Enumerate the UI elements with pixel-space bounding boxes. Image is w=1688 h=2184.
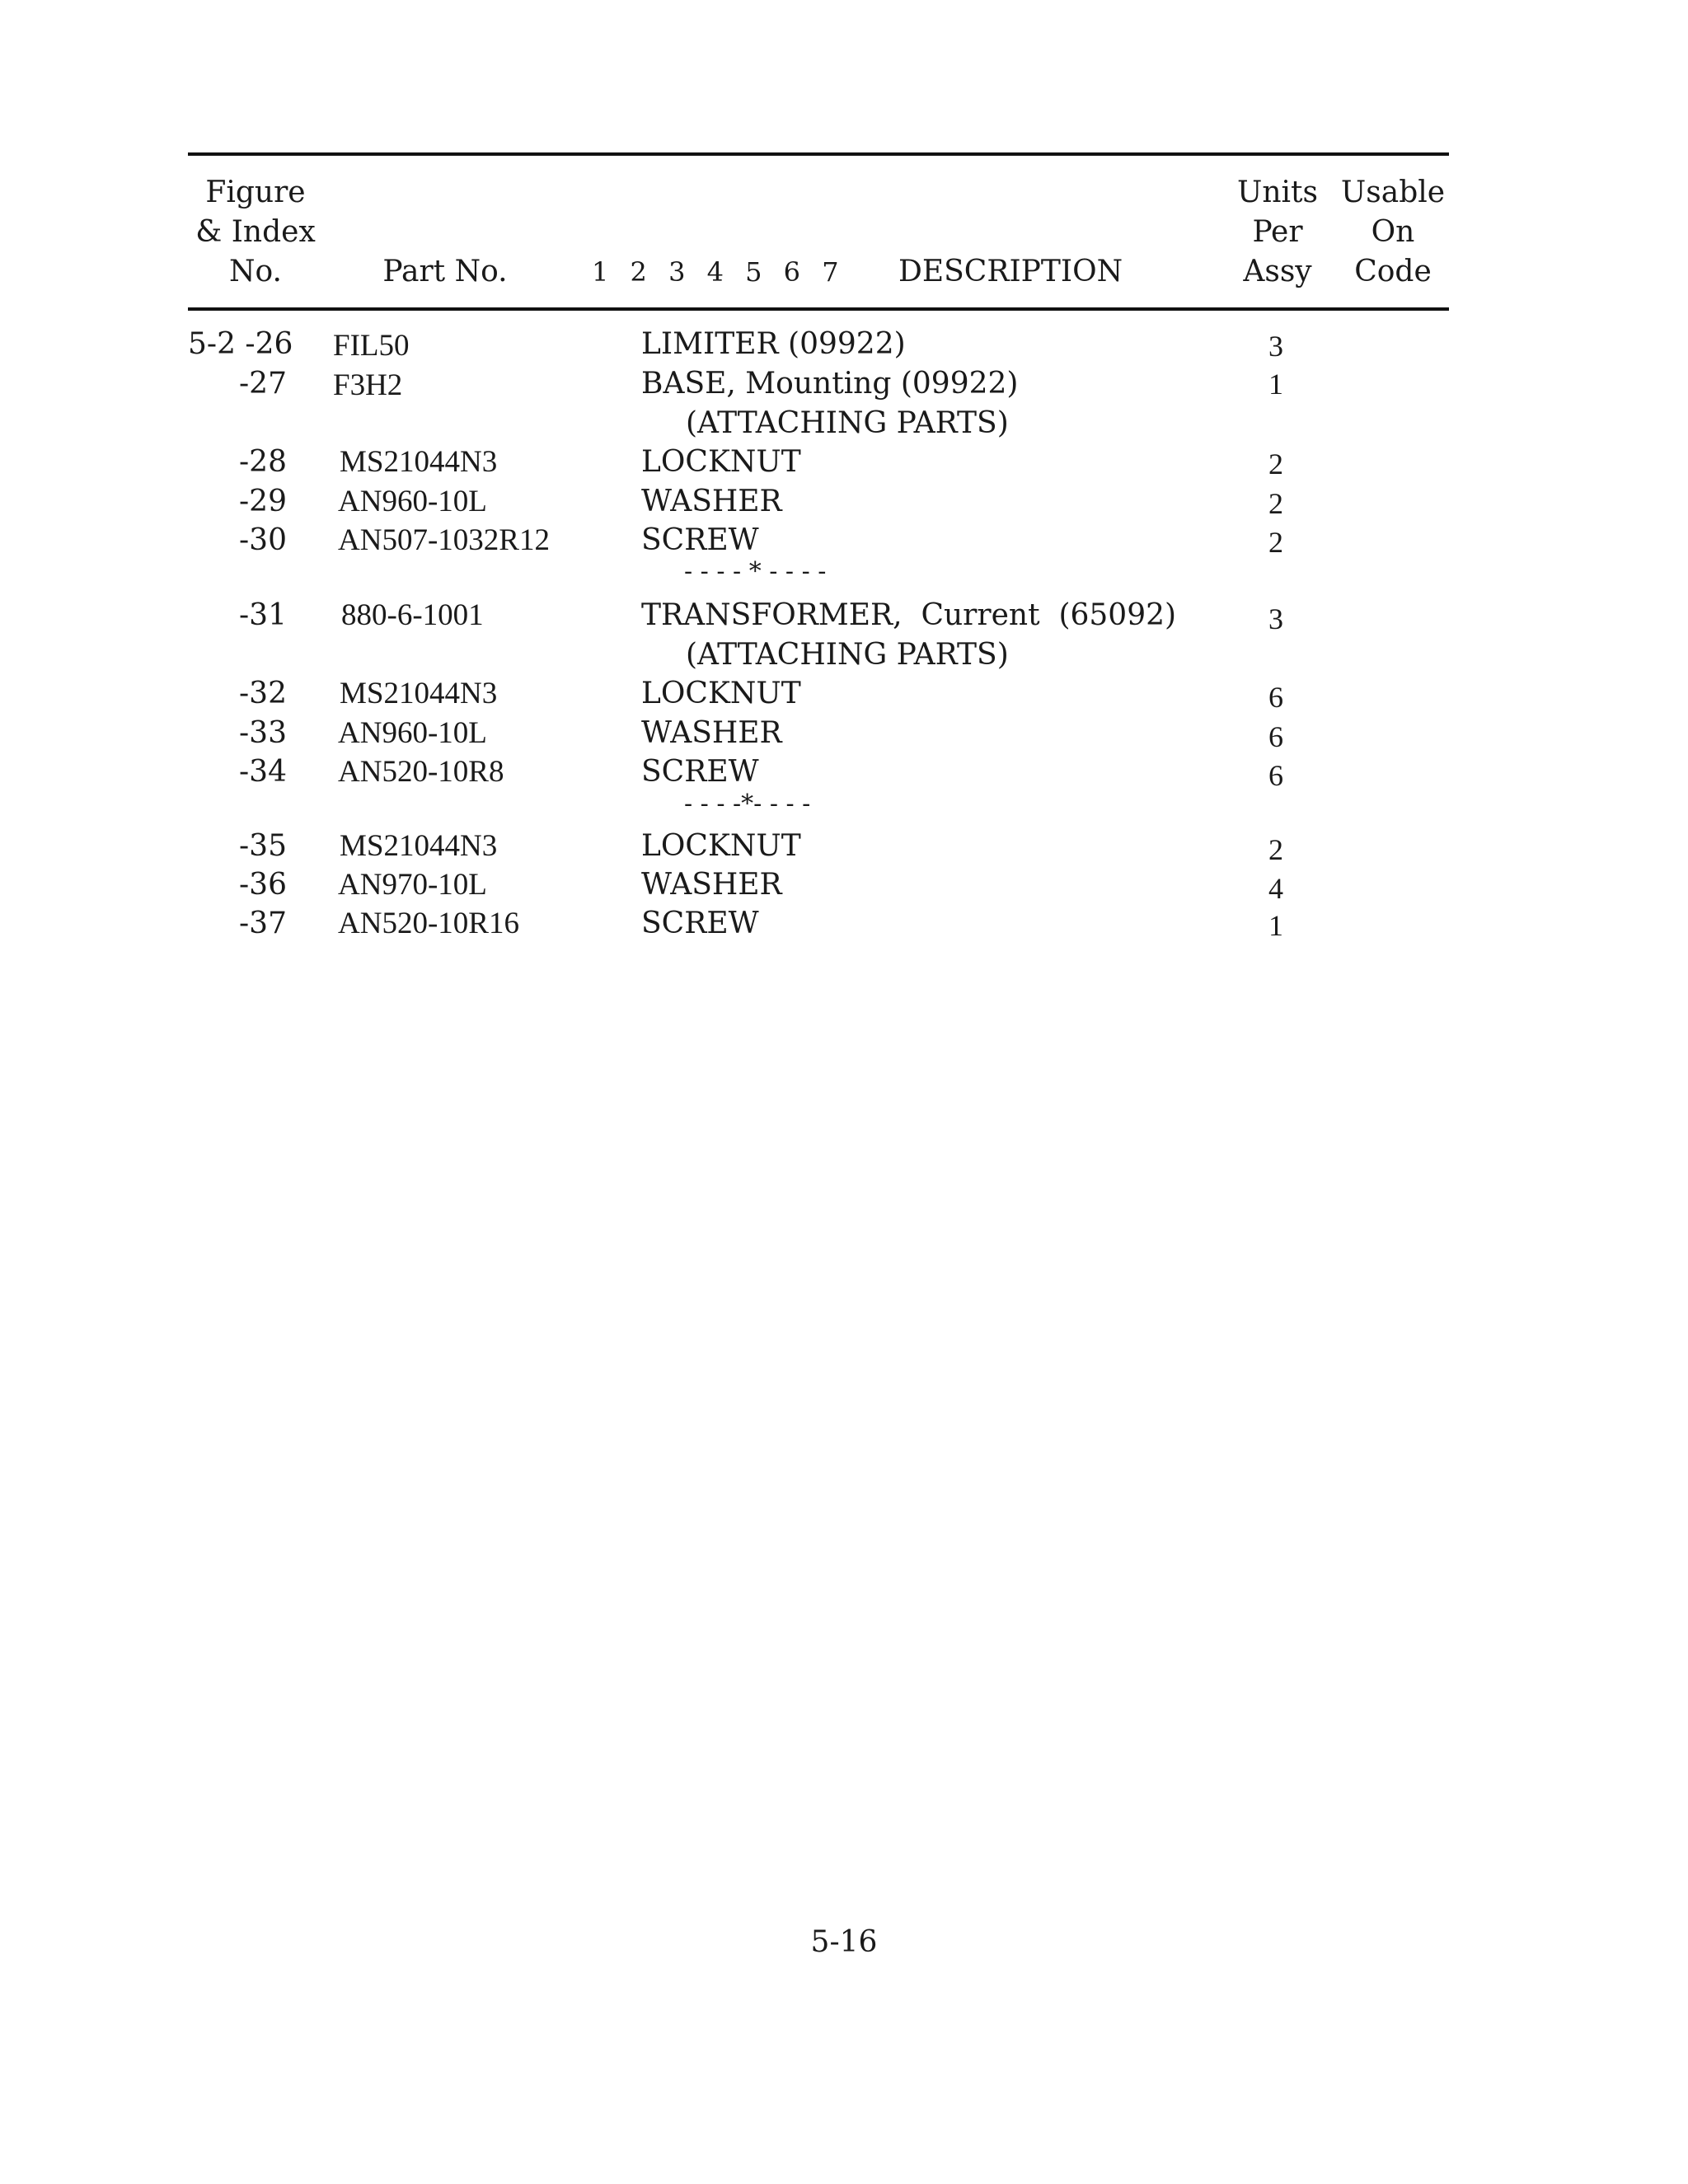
row-fig-index: -33 xyxy=(239,716,287,750)
row-fig-index: -27 xyxy=(239,367,287,401)
row-fig-index: -31 xyxy=(239,598,287,632)
row-units-per-assy: 1 xyxy=(1268,909,1283,942)
attaching-parts-note: (ATTACHING PARTS) xyxy=(686,638,1009,672)
header-index-line: & Index xyxy=(195,215,316,249)
row-description: SCREW xyxy=(641,523,759,557)
row-fig-index: -35 xyxy=(239,829,287,863)
attaching-parts-separator: - - - - * - - - - xyxy=(684,557,827,586)
row-fig-index: -37 xyxy=(239,907,287,940)
row-description: LOCKNUT xyxy=(641,829,801,863)
row-description: TRANSFORMER, Current (65092) xyxy=(641,598,1177,632)
row-part-no: MS21044N3 xyxy=(340,677,498,710)
row-fig-index: -36 xyxy=(239,868,287,902)
page-number: 5-16 xyxy=(810,1925,878,1959)
row-units-per-assy: 4 xyxy=(1268,872,1283,905)
row-part-no: AN520-10R16 xyxy=(338,907,519,940)
row-units-per-assy: 2 xyxy=(1268,526,1283,559)
row-description: BASE, Mounting (09922) xyxy=(641,367,1019,401)
row-units-per-assy: 6 xyxy=(1268,681,1283,714)
header-indent-levels: 1 2 3 4 5 6 7 xyxy=(592,256,839,288)
row-part-no: AN970-10L xyxy=(338,868,487,902)
row-fig-index: -28 xyxy=(239,445,287,479)
row-part-no: AN960-10L xyxy=(338,716,487,750)
header-top-rule xyxy=(188,152,1449,156)
row-units-per-assy: 2 xyxy=(1268,448,1283,480)
header-assy-line: Assy xyxy=(1243,255,1312,288)
row-description: WASHER xyxy=(641,716,782,750)
row-fig-index: -29 xyxy=(239,485,287,518)
header-bottom-rule xyxy=(188,307,1449,311)
header-units-per-assy xyxy=(1228,173,1327,292)
attaching-parts-note: (ATTACHING PARTS) xyxy=(686,406,1009,440)
row-description: LOCKNUT xyxy=(641,445,801,479)
row-part-no: AN520-10R8 xyxy=(338,755,504,789)
header-description: DESCRIPTION xyxy=(898,255,1123,288)
header-figure-index xyxy=(190,173,321,292)
header-part-no: Part No. xyxy=(382,255,508,288)
row-description: SCREW xyxy=(641,907,759,940)
row-fig-index: -30 xyxy=(239,523,287,557)
row-description: WASHER xyxy=(641,868,782,902)
row-units-per-assy: 1 xyxy=(1268,368,1283,401)
row-description: SCREW xyxy=(641,755,759,789)
row-units-per-assy: 3 xyxy=(1268,602,1283,635)
row-fig-index: -32 xyxy=(239,677,287,710)
row-part-no: FIL50 xyxy=(333,329,410,363)
row-part-no: MS21044N3 xyxy=(340,829,498,863)
row-part-no: MS21044N3 xyxy=(340,445,498,479)
header-per-line: Per xyxy=(1252,215,1303,249)
row-units-per-assy: 6 xyxy=(1268,759,1283,792)
header-usable-line: Usable xyxy=(1340,176,1446,209)
row-part-no: AN960-10L xyxy=(338,485,487,518)
row-fig-index: 5-2 -26 xyxy=(188,327,293,361)
header-no-line: No. xyxy=(229,255,282,288)
row-units-per-assy: 2 xyxy=(1268,833,1283,866)
header-on-line: On xyxy=(1371,215,1415,249)
header-figure-line: Figure xyxy=(205,176,306,209)
header-units-line: Units xyxy=(1237,176,1318,209)
row-part-no: 880-6-1001 xyxy=(341,598,484,632)
row-units-per-assy: 6 xyxy=(1268,720,1283,753)
row-description: WASHER xyxy=(641,485,782,518)
row-part-no: AN507-1032R12 xyxy=(338,523,550,557)
header-code-line: Code xyxy=(1354,255,1432,288)
attaching-parts-separator: - - - -*- - - - xyxy=(684,790,811,818)
row-description: LIMITER (09922) xyxy=(641,327,906,361)
row-description: LOCKNUT xyxy=(641,677,801,710)
header-usable-on-code xyxy=(1335,173,1451,292)
row-units-per-assy: 3 xyxy=(1268,330,1283,363)
row-units-per-assy: 2 xyxy=(1268,487,1283,520)
row-part-no: F3H2 xyxy=(333,368,403,402)
row-fig-index: -34 xyxy=(239,755,287,789)
